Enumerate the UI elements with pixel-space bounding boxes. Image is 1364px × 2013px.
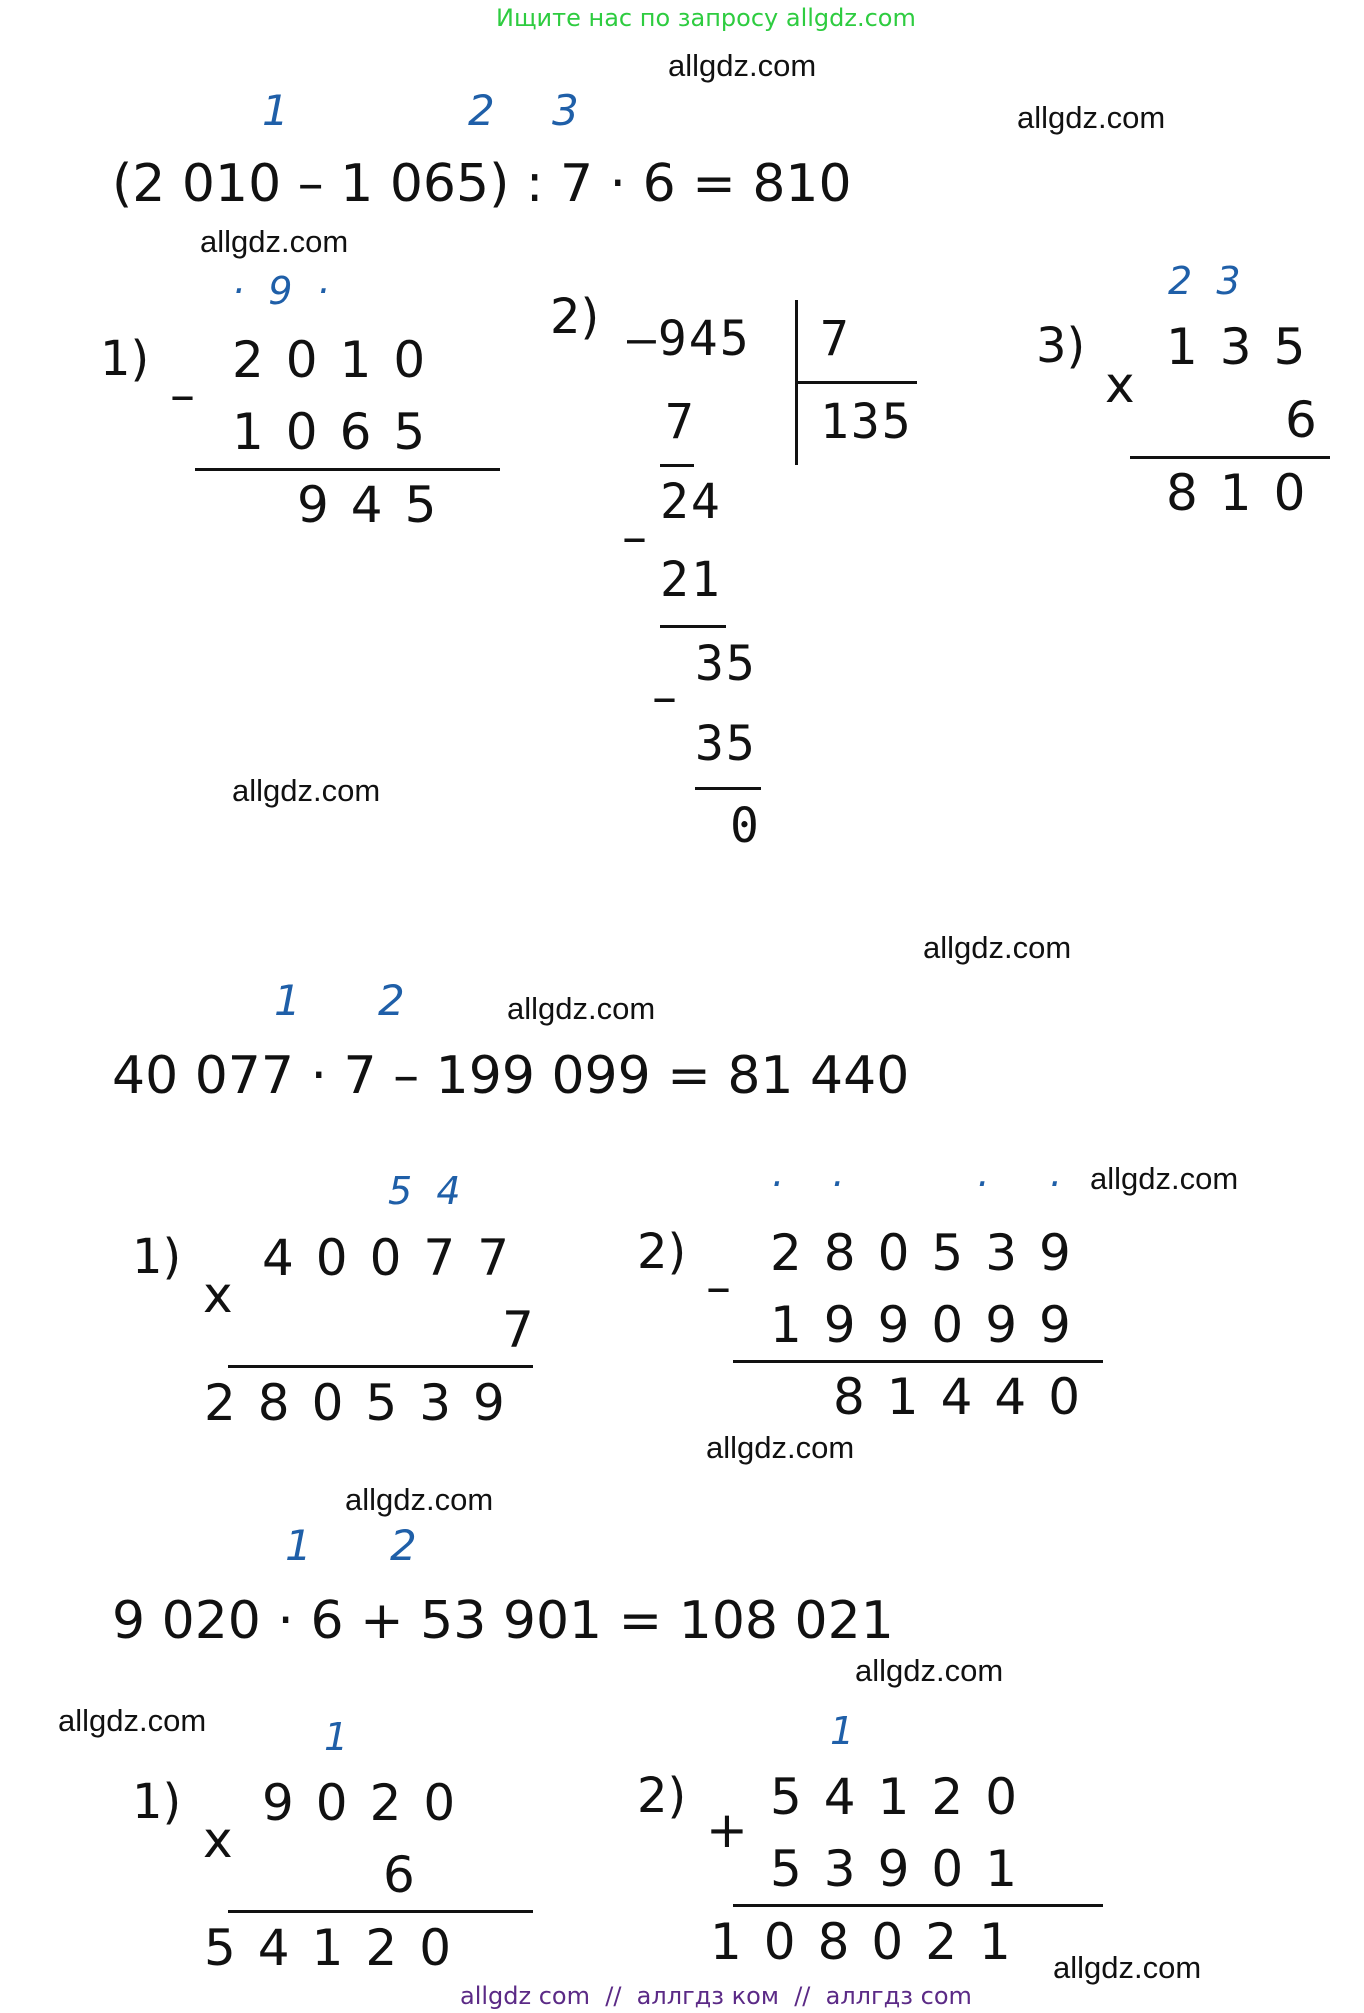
carry-marks: 5 4 (388, 1169, 461, 1213)
step-label: 1) (100, 331, 150, 387)
division-row: 24 (660, 474, 722, 530)
multiplicand: 135 (1166, 318, 1328, 376)
multiplicand: 9020 (262, 1774, 478, 1832)
order-number: 2 (378, 976, 405, 1025)
result-line (195, 468, 500, 471)
watermark: allgdz.com (345, 1482, 494, 1517)
watermark: allgdz.com (58, 1703, 207, 1738)
product: 54120 (204, 1919, 474, 1977)
order-number: 2 (468, 86, 495, 135)
result-line (733, 1904, 1103, 1907)
watermark: allgdz.com (668, 48, 817, 83)
step-label: 1) (132, 1229, 182, 1285)
division-line (660, 625, 726, 628)
result-line (228, 1910, 533, 1913)
result-line (733, 1360, 1103, 1363)
quotient-line (795, 381, 917, 384)
times-sign: x (203, 1811, 233, 1869)
division-row: 7 (665, 394, 696, 450)
watermark: allgdz.com (1090, 1161, 1239, 1196)
order-number: 3 (552, 86, 579, 135)
search-banner: Ищите нас по запросу allgdz.com (496, 4, 916, 32)
division-row: 21 (660, 552, 722, 608)
difference: 945 (297, 476, 459, 534)
carry-marks: · · · · (770, 1162, 1060, 1206)
watermark: allgdz.com (200, 224, 349, 259)
addend-1: 54120 (770, 1768, 1040, 1826)
multiplier: 7 (502, 1301, 556, 1359)
order-number: 2 (390, 1521, 417, 1570)
division-remainder: 0 (730, 798, 761, 854)
expression: 9 020 · 6 + 53 901 = 108 021 (112, 1591, 894, 1651)
step-label: 1) (132, 1774, 182, 1830)
carry-marks: · 9 · (232, 269, 329, 313)
minus-sign: – (622, 508, 647, 566)
carry-marks: 1 (830, 1709, 855, 1753)
minus-sign: – (170, 366, 195, 424)
quotient: 135 (820, 394, 913, 450)
expression: (2 010 – 1 065) : 7 · 6 = 810 (112, 154, 852, 214)
watermark: allgdz.com (507, 991, 656, 1026)
subtrahend: 199099 (770, 1296, 1093, 1354)
result-line (228, 1365, 533, 1368)
times-sign: x (1105, 356, 1135, 414)
watermark: allgdz.com (923, 930, 1072, 965)
division-line (695, 787, 761, 790)
division-row: 35 (695, 636, 757, 692)
division-row: 35 (695, 716, 757, 772)
division-line (660, 464, 694, 467)
step-label: 3) (1036, 318, 1086, 374)
order-number: 1 (262, 86, 289, 135)
subtrahend: 1065 (232, 403, 448, 461)
minus-sign: – (706, 1258, 731, 1316)
footer-links: allgdz com // аллгдз ком // аллгдз com (460, 1982, 972, 2010)
step-label: 2) (550, 289, 600, 345)
divisor: 7 (820, 311, 851, 367)
addend-2: 53901 (770, 1840, 1040, 1898)
product: 280539 (204, 1374, 527, 1432)
dividend: –945 (627, 311, 751, 367)
result-line (1130, 456, 1330, 459)
multiplier: 6 (383, 1846, 437, 1904)
difference: 81440 (833, 1368, 1103, 1426)
carry-marks: 2 3 (1168, 259, 1241, 303)
watermark: allgdz.com (1053, 1950, 1202, 1985)
watermark: allgdz.com (1017, 100, 1166, 135)
sum: 108021 (710, 1913, 1033, 1971)
plus-sign: + (706, 1801, 748, 1859)
carry-marks: 1 (324, 1715, 349, 1759)
watermark: allgdz.com (855, 1653, 1004, 1688)
expression: 40 077 · 7 – 199 099 = 81 440 (112, 1046, 910, 1106)
watermark: allgdz.com (706, 1430, 855, 1465)
multiplier: 6 (1285, 391, 1339, 449)
times-sign: x (203, 1266, 233, 1324)
product: 810 (1166, 464, 1328, 522)
order-number: 1 (274, 976, 301, 1025)
minus-sign: – (652, 668, 677, 726)
step-label: 2) (637, 1224, 687, 1280)
minuend: 280539 (770, 1224, 1093, 1282)
multiplicand: 40077 (262, 1229, 532, 1287)
watermark: allgdz.com (232, 773, 381, 808)
order-number: 1 (285, 1521, 312, 1570)
step-label: 2) (637, 1768, 687, 1824)
minuend: 2010 (232, 331, 448, 389)
